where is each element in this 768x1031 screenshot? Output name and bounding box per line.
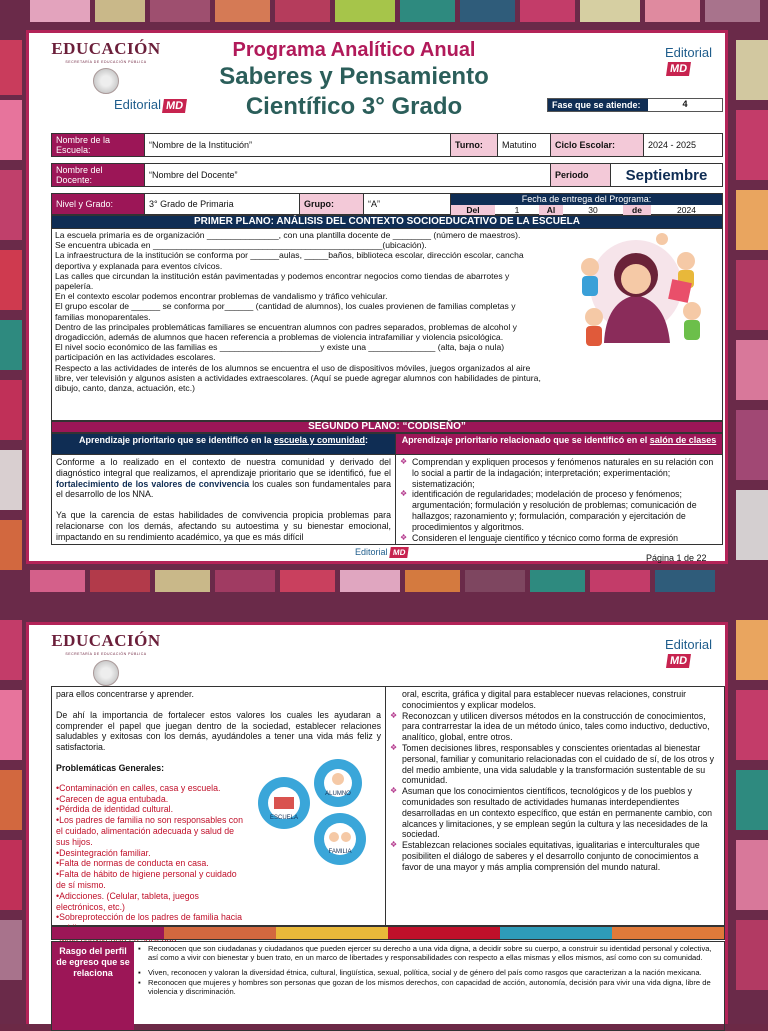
gear-label-escuela: ESCUELA bbox=[269, 815, 299, 821]
contexto-paragraph: En el contexto escolar podemos encontrar problemas de vandalismo y tráfico vehicular. bbox=[55, 291, 388, 302]
left-p1-pre: Conforme a lo realizado en el contexto de nuestra comunidad y derivado del diagnóstico integral que realizamos, el aprendizaje prioritario que se identificó, fue el bbox=[56, 457, 391, 478]
left-p1-post: los cuales son fundamentales para el desarrollo de los NNA. bbox=[56, 478, 391, 500]
escuela-label: Nombre de la Escuela: bbox=[52, 134, 145, 156]
de-label: de bbox=[623, 205, 651, 215]
rasgo-label: Rasgo del perfil de egreso que se relaciona bbox=[52, 942, 134, 1030]
p2-right-top: oral, escrita, gráfica y digital para establecer nuevas relaciones, construir conocimientos y explicar modelos. bbox=[402, 689, 687, 710]
gear-label-alumno: ALUMNO bbox=[325, 791, 351, 797]
logo-subtext: SECRETARÍA DE EDUCACIÓN PÚBLICA bbox=[65, 60, 147, 64]
info-row-docente bbox=[51, 163, 723, 187]
left-paragraph-1 bbox=[56, 457, 391, 500]
list-item: ❖ Consideren el lenguaje científico y técnico como forma de expresión bbox=[400, 533, 718, 544]
list-item: • Los padres de familia no son responsables con el cuidado, alimentación adecuada y salud de sus hijos. bbox=[56, 815, 244, 847]
rasgo-list bbox=[138, 944, 720, 996]
brand-badge: MD bbox=[666, 62, 691, 76]
brand-logo-icon bbox=[355, 547, 408, 558]
contexto-paragraph: Se encuentra ubicada en ________________________________________________(ubicación). bbox=[55, 240, 427, 251]
col-head-salon-text: Aprendizaje prioritario relacionado que se identificó en el bbox=[401, 435, 650, 445]
col-head-escuela-text: Aprendizaje prioritario que se identificó en la bbox=[78, 435, 274, 445]
col-head-escuela-link: escuela y comunidad bbox=[274, 435, 366, 445]
list-item: • Contaminación en calles, casa y escuela. bbox=[56, 783, 244, 794]
color-band bbox=[51, 926, 725, 940]
ciclo-value: 2024 - 2025 bbox=[648, 140, 697, 150]
al-value: 30 bbox=[588, 205, 598, 215]
brand-text: Editorial bbox=[355, 547, 388, 557]
docente-label: Nombre del Docente: bbox=[52, 164, 145, 186]
list-item: ▪ Reconocen que mujeres y hombres son personas que gozan de los mismos derechos, con capacidad de acción, autonomía, decisión para vivir una vida digna, libre de violencia y discriminación. bbox=[138, 978, 720, 996]
logo-text: EDUCACIÓN bbox=[51, 39, 161, 58]
list-item: • Carecen de agua entubada. bbox=[56, 794, 244, 805]
p2-left-paragraph: De ahí la importancia de fortalecer estos valores los cuales les ayudaran a comprender el papel que juegan dentro de la sociedad, establecer relaciones saludables y exitosas con los demás, ayudándoles a tener una vida más feliz y satisfactoria. bbox=[56, 709, 381, 753]
anio-value: 2024 bbox=[677, 205, 696, 215]
p2-left-column bbox=[51, 686, 386, 926]
col-head-escuela-suffix: : bbox=[365, 435, 369, 445]
col-head-escuela bbox=[51, 433, 396, 455]
list-item: ❖ Reconozcan y utilicen diversos métodos en la construcción de conocimientos, para contrarrestar la idea de un método único, tales como inductivo, deductivo, analítico, global, entre otros. bbox=[390, 711, 720, 743]
list-item: • Falta de hábito de higiene personal y cuidado de sí mismo. bbox=[56, 869, 244, 891]
document-title bbox=[194, 39, 514, 122]
list-item: ▪ Reconocen que son ciudadanas y ciudadanos que pueden ejercer su derecho a una vida digna, a decidir sobre su cuerpo, a construir su identidad personal y colectiva, así como a vivir con bienestar y buen trato, en un marco de libertades y responsabilidades con respecto a ellas mismas y ellos mismos, así como con su comunidad. bbox=[138, 944, 720, 962]
brand-text: Editorial bbox=[665, 45, 712, 60]
list-item: • Sobreprotección de los padres de familia hacia bbox=[56, 912, 244, 934]
list-item: • Falta de normas de conducta en casa. bbox=[56, 858, 244, 869]
turno-label: Turno: bbox=[451, 134, 498, 156]
contexto-paragraph: Respecto a las actividades de interés de los alumnos se encuentra el uso de dispositivos móviles, juegos organizados al aire libre, ver televisión y algunos asisten a actividades extraescolares. (Aquí se puede agregar alumnos con habilidades de pintura, dibujo, canto, danza, actuación, etc.) bbox=[55, 362, 541, 394]
brand-text: Editorial bbox=[665, 637, 712, 652]
contexto-text bbox=[55, 230, 547, 393]
left-paragraph-2: Ya que la carencia de estas habilidades de convivencia propicia problemas para relacionarse con los demás, afectando su autoestima y su bienestar emocional, impactando en su rendimiento académico, ya que es más difícil bbox=[56, 510, 391, 542]
fase-field bbox=[547, 98, 723, 112]
document-page-2 bbox=[26, 622, 728, 1024]
contexto-paragraph: La escuela primaria es de organización _______________, con una plantilla docente de ________ (número de maestros). bbox=[55, 230, 521, 240]
problematicas-title: Problemáticas Generales: bbox=[56, 762, 165, 773]
info-row-escuela bbox=[51, 133, 723, 157]
p2-right-column bbox=[385, 686, 725, 926]
fecha-entrega bbox=[451, 194, 722, 214]
col-head-salon-link: salón de clases bbox=[649, 435, 717, 445]
logo-text: EDUCACIÓN bbox=[51, 631, 161, 650]
list-item: ❖ Asuman que los conocimientos científicos, tecnológicos y de los pueblos y comunidades son resultado de actividades humanas interdependientes desarrolladas en un contexto específico, que están en permanente cambio, con alcances y limitaciones, y se emplean según la cultura y las necesidades de la sociedad. bbox=[390, 786, 720, 840]
nivel-value: 3° Grado de Primaria bbox=[145, 194, 300, 214]
fase-value: 4 bbox=[648, 99, 722, 111]
contexto-section bbox=[51, 229, 723, 421]
primer-plano-heading: PRIMER PLANO: ANÁLISIS DEL CONTEXTO SOCIOEDUCATIVO DE LA ESCUELA bbox=[51, 215, 723, 229]
al-label: Al bbox=[539, 205, 563, 215]
periodo-label: Periodo bbox=[551, 164, 611, 186]
salon-list bbox=[400, 457, 718, 543]
problematicas-list bbox=[56, 783, 244, 945]
list-item: ❖ identificación de regularidades; modelación de proceso y fenómenos; argumentación; formulación y resolución de problemas; comunicación de hallazgos; razonamiento y; formulación, comparación y ejercitación de procedimientos y algoritmos. bbox=[400, 489, 718, 532]
brand-badge: MD bbox=[389, 547, 409, 558]
fase-label: Fase que se atiende: bbox=[548, 99, 648, 111]
list-item: • Pérdida de identidad cultural. bbox=[56, 804, 244, 815]
seal-icon bbox=[93, 68, 119, 94]
rasgo-perfil-section bbox=[51, 941, 725, 1031]
contexto-paragraph: Dentro de las principales problemáticas familiares se encuentran alumnos con padres separados, problemas de alcohol y drogadicción, además de alumnos que hacen referencia a problemas de violencia intrafamiliar y violencia psicológica. bbox=[55, 321, 517, 343]
sep-logo bbox=[51, 39, 161, 94]
brand-logo-icon bbox=[665, 637, 725, 668]
escuela-value: “Nombre de la Institución” bbox=[145, 134, 451, 156]
nivel-label: Nivel y Grado: bbox=[52, 194, 145, 214]
seal-icon bbox=[93, 660, 119, 686]
brand-logo-icon bbox=[665, 45, 725, 76]
contexto-paragraph: El nivel socio económico de las familias es _____________________y existe una ______________ (alta, baja o nula) participación en las actividades escolares. bbox=[55, 342, 505, 363]
list-item: ❖ Comprendan y expliquen procesos y fenómenos naturales en su relación con lo social a partir de la indagación; interpretación; experimentación; sistematización; bbox=[400, 457, 718, 489]
list-item: ▪ Viven, reconocen y valoran la diversidad étnica, cultural, lingüística, sexual, política, social y de género del país como rasgos que caracterizan a la nación mexicana. bbox=[138, 968, 720, 977]
del-label: Del bbox=[451, 205, 495, 215]
list-item: • Adicciones. (Celular, tableta, juegos electrónicos, etc.) bbox=[56, 891, 244, 913]
docente-value: “Nombre del Docente” bbox=[145, 164, 551, 186]
col-head-salon bbox=[395, 433, 723, 455]
p2-left-top: para ellos concentrarse y aprender. bbox=[56, 689, 194, 699]
col-body-escuela bbox=[51, 455, 396, 545]
brand-text: Editorial bbox=[114, 97, 161, 112]
contexto-paragraph: La infraestructura de la institución se conforma por ______aulas, _____baños, biblioteca escolar, dirección escolar, cancha deportiva y explanada para eventos cívicos. bbox=[55, 250, 524, 271]
col-body-salon bbox=[395, 455, 723, 545]
del-value: 1 bbox=[514, 205, 520, 215]
brand-logo-icon bbox=[114, 97, 186, 113]
ciclo-label: Ciclo Escolar: bbox=[551, 134, 644, 156]
brand-badge: MD bbox=[666, 654, 691, 668]
periodo-value: Septiembre bbox=[625, 166, 708, 184]
list-item: • Desintegración familiar. bbox=[56, 848, 244, 859]
segundo-plano-heading: SEGUNDO PLANO: “CODISEÑO” bbox=[51, 421, 723, 433]
document-page-1 bbox=[26, 30, 728, 564]
grupo-value: “A” bbox=[364, 194, 451, 214]
list-item: ❖ Tomen decisiones libres, responsables y conscientes orientadas al bienestar personal, familiar y comunitario relacionadas con el cuidado de sí, de los otros y del medio ambiente, una vida saludable y la transformación sustentable de su comunidad. bbox=[390, 743, 720, 786]
gear-label-familia: FAMILIA bbox=[328, 849, 352, 855]
contexto-paragraph: Las calles que circundan la institución están pavimentadas y podemos encontrar negocios como tiendas de abarrotes y papelería. bbox=[55, 270, 510, 292]
gears-illustration bbox=[248, 753, 384, 871]
turno-value: Matutino bbox=[498, 134, 551, 156]
info-row-nivel bbox=[51, 193, 723, 215]
title-line-3: Científico 3° Grado bbox=[245, 93, 463, 120]
grupo-label: Grupo: bbox=[300, 194, 364, 214]
contexto-paragraph: El grupo escolar de ______ se conforma por______ (cantidad de alumnos), los cuales provienen de familias completas y familias monoparentales. bbox=[55, 301, 516, 322]
page-number: Página 1 de 22 bbox=[646, 553, 707, 563]
sep-logo bbox=[51, 631, 161, 686]
fecha-label: Fecha de entrega del Programa: bbox=[451, 194, 722, 205]
list-item: ❖ Establezcan relaciones sociales equitativas, igualitarias e interculturales que posibiliten el diálogo de saberes y el desarrollo conjunto de conocimientos a favor de una mayor y más amplia comprensión del mundo natural. bbox=[390, 840, 720, 872]
title-line-2: Saberes y Pensamiento bbox=[219, 63, 489, 90]
title-line-1: Programa Analítico Anual bbox=[232, 39, 476, 61]
left-p1-bold: fortalecimiento de los valores de convivencia bbox=[56, 478, 250, 489]
brand-badge: MD bbox=[162, 99, 187, 113]
teacher-children-illustration bbox=[566, 231, 716, 353]
p2-right-list bbox=[390, 711, 720, 873]
logo-subtext: SECRETARÍA DE EDUCACIÓN PÚBLICA bbox=[65, 652, 147, 656]
